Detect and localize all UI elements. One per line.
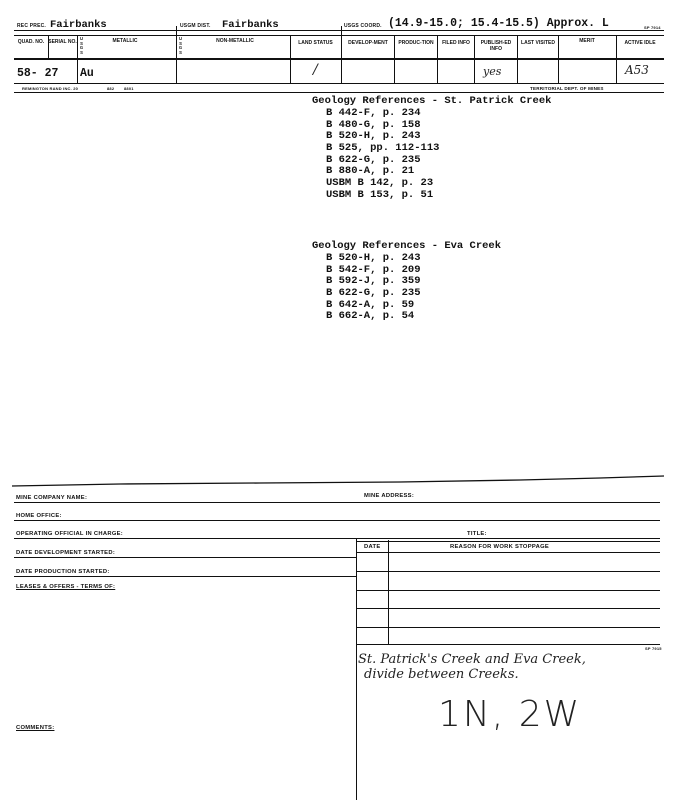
reference-item: B 592-J, p. 359	[326, 275, 421, 288]
reference-item: B 662-A, p. 54	[326, 310, 415, 323]
usgs-coord-label: USGS COORD.	[344, 23, 382, 29]
eva-list	[326, 253, 421, 323]
form-number: SP 7914	[644, 25, 661, 30]
col-published-info: PUBLISH-ED INFO	[480, 40, 512, 52]
active-idle-value: A53	[625, 63, 649, 77]
col-usgs-1: U S G S	[79, 36, 84, 55]
col-production: PRODUC-TION	[398, 40, 434, 46]
col-active-idle: ACTIVE IDLE	[624, 40, 656, 46]
reference-item: B 542-F, p. 209	[326, 263, 421, 276]
reason-column-header: REASON FOR WORK STOPPAGE	[450, 544, 550, 550]
form-number-2: SP 7915	[645, 646, 662, 651]
date-development-label: DATE DEVELOPMENT STARTED:	[16, 550, 116, 556]
reference-item: B 525, pp. 112-113	[326, 142, 440, 155]
printer-code-1: 882	[107, 86, 115, 91]
rec-prec-value: Fairbanks	[50, 19, 107, 31]
metallic-value: Au	[80, 67, 94, 80]
date-column-header: DATE	[364, 544, 381, 550]
form-top-border	[0, 472, 678, 490]
date-production-label: DATE PRODUCTION STARTED:	[16, 569, 110, 575]
reference-item: B 880-A, p. 21	[326, 165, 415, 178]
reference-item: USBM B 153, p. 51	[326, 188, 434, 201]
rec-prec-label: REC PREC.	[17, 23, 47, 29]
published-info-value: yes	[483, 65, 502, 78]
reference-item: B 480-G, p. 158	[326, 118, 421, 131]
usgs-coord-value: (14.9-15.0; 15.4-15.5) Approx. L	[388, 17, 609, 30]
reference-item: B 442-F, p. 234	[326, 107, 421, 119]
reference-item: B 520-H, p. 243	[326, 252, 421, 264]
comments-label: COMMENTS:	[16, 725, 55, 731]
col-quad: QUAD. NO.	[17, 39, 45, 45]
col-non-metallic: NON-METALLIC	[216, 38, 254, 44]
st-patrick-title: Geology References - St. Patrick Creek	[312, 95, 552, 107]
col-last-visited: LAST VISITED	[521, 40, 555, 46]
col-land-status: LAND STATUS	[298, 40, 333, 46]
home-office-label: HOME OFFICE:	[16, 513, 62, 519]
reference-item: B 622-G, p. 235	[326, 153, 421, 166]
reference-item: B 622-G, p. 235	[326, 287, 421, 300]
col-metallic: METALLIC	[112, 38, 138, 44]
operating-official-label: OPERATING OFFICIAL IN CHARGE:	[16, 531, 124, 537]
handwritten-location: 1N, 2W	[438, 694, 582, 735]
reference-item: B 642-A, p. 59	[326, 298, 415, 311]
printer-code-2: 8801	[124, 86, 134, 91]
reference-item: B 520-H, p. 243	[326, 130, 421, 143]
agency-label: TERRITORIAL DEPT. OF MINES	[530, 86, 604, 91]
reference-item: USBM B 142, p. 23	[326, 177, 434, 190]
st-patrick-list	[326, 108, 439, 202]
usgm-dist-value: Fairbanks	[222, 19, 279, 31]
land-status-value: /	[313, 62, 318, 78]
col-serial: SERIAL NO.	[48, 39, 77, 45]
mine-address-label: MINE ADDRESS:	[364, 493, 415, 499]
usgm-dist-label: USGM DIST.	[180, 23, 211, 29]
col-development: DEVELOP-MENT	[348, 40, 388, 46]
leases-offers-label: LEASES & OFFERS - TERMS OF:	[16, 584, 116, 590]
handwritten-note-line-2: divide between Creeks.	[364, 667, 519, 682]
quad-serial-value: 58- 27	[17, 67, 59, 80]
col-merit: MERIT	[579, 38, 595, 44]
title-label: TITLE:	[467, 531, 487, 537]
mine-company-name-label: MINE COMPANY NAME:	[16, 495, 88, 501]
col-filed-info: FILED INFO	[442, 40, 470, 46]
col-usgs-2: U S G S	[178, 36, 183, 55]
handwritten-note-line-1: St. Patrick's Creek and Eva Creek,	[358, 652, 586, 667]
printer-name: REMINGTON RAND INC. 20	[22, 86, 79, 91]
eva-title: Geology References - Eva Creek	[312, 240, 502, 252]
